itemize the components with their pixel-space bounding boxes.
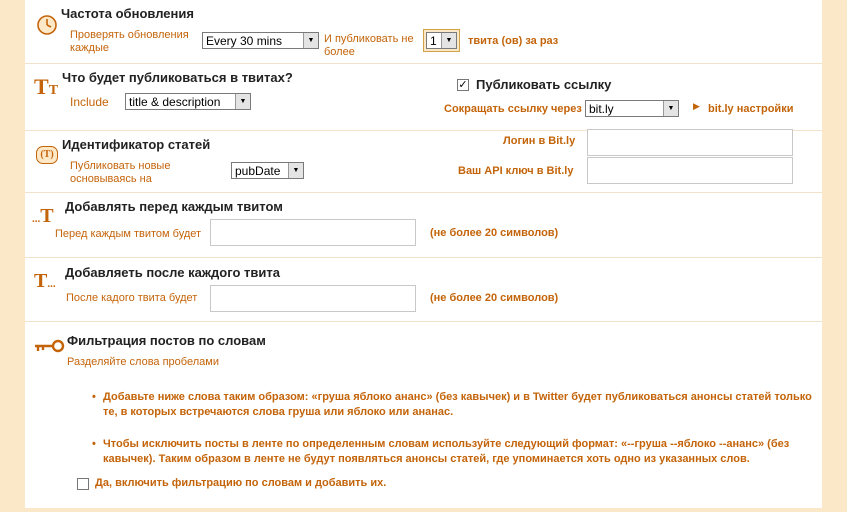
suffix-limit: (не более 20 символов) xyxy=(430,292,559,304)
chevron-down-icon: ▼ xyxy=(303,33,318,48)
suffix-icon: T... xyxy=(34,270,56,292)
divider xyxy=(25,321,822,322)
publish-new-label: Публиковать новые основываясь на xyxy=(70,160,171,185)
enable-filter-label: Да, включить фильтрацию по словам и добавить их. xyxy=(95,477,387,489)
chevron-down-icon: ▼ xyxy=(441,33,456,48)
shorten-label: Сокращать ссылку через xyxy=(444,103,582,115)
chevron-down-icon: ▼ xyxy=(663,101,678,116)
suffix-label: После кадого твита будет xyxy=(66,292,198,304)
include-select[interactable] xyxy=(125,93,251,110)
frequency-select[interactable] xyxy=(202,32,319,49)
content-title: Что будет публиковаться в твитах? xyxy=(62,70,293,85)
prefix-title: Добавлять перед каждым твитом xyxy=(65,199,283,214)
api-key-input[interactable] xyxy=(587,157,793,184)
api-key-label: Ваш API ключ в Bit.ly xyxy=(458,165,574,177)
divider xyxy=(25,192,822,193)
count-suffix: твита (ов) за раз xyxy=(468,35,559,47)
chevron-down-icon: ▼ xyxy=(288,163,303,178)
prefix-input[interactable] xyxy=(210,219,416,246)
bitly-settings-link[interactable]: bit.ly настройки xyxy=(708,103,794,115)
publish-link-checkbox[interactable]: ✓ xyxy=(458,79,468,91)
bullet-icon: • xyxy=(92,391,96,403)
enable-filter-checkbox[interactable] xyxy=(77,478,89,490)
prefix-limit: (не более 20 символов) xyxy=(430,227,559,239)
frequency-value: Every 30 mins xyxy=(206,34,283,48)
publish-limit-label: И публиковать не более xyxy=(324,33,414,58)
filter-title: Фильтрация постов по словам xyxy=(67,333,266,348)
prefix-icon: ...T xyxy=(32,205,54,227)
field-value: pubDate xyxy=(235,164,281,178)
filter-note-2: Чтобы исключить посты в ленте по определенным словам используйте следующий формат: «--груша --яблоко --ананс» (без кавычек). Таким образом в ленте не будут появляться анонсы статей, где упоминается хоть одно из указанных слов. xyxy=(103,438,790,465)
divider xyxy=(25,63,822,64)
check-interval-label: Проверять обновления каждые xyxy=(70,29,189,54)
clock-icon xyxy=(36,14,58,41)
text-icon: TT xyxy=(34,74,59,99)
bullet-icon: • xyxy=(92,438,96,450)
publish-link-label: Публиковать ссылку xyxy=(476,77,612,92)
include-label: Include xyxy=(70,95,109,109)
shortener-value: bit.ly xyxy=(589,102,614,116)
shortener-select[interactable] xyxy=(585,100,679,117)
key-icon xyxy=(34,338,66,359)
login-input[interactable] xyxy=(587,129,793,156)
filter-note-1: Добавьте ниже слова таким образом: «груша яблоко ананс» (без кавычек) и в Twitter будет публиковаться анонсы статей только те, в которых встречаются слова груша или яблоко или ананас. xyxy=(103,391,812,418)
identifier-icon: (T) xyxy=(36,146,58,164)
count-value: 1 xyxy=(430,34,437,48)
login-label: Логин в Bit.ly xyxy=(503,135,576,147)
field-select[interactable] xyxy=(231,162,304,179)
chevron-down-icon: ▼ xyxy=(235,94,250,109)
suffix-input[interactable] xyxy=(210,285,416,312)
prefix-label: Перед каждым твитом будет xyxy=(55,228,202,240)
suffix-title: Добавляеть после каждого твита xyxy=(65,265,280,280)
count-select[interactable] xyxy=(426,32,457,49)
play-icon: ▶ xyxy=(693,101,700,111)
identifier-title: Идентификатор статей xyxy=(62,137,211,152)
update-frequency-title: Частота обновления xyxy=(61,6,194,21)
divider xyxy=(25,257,822,258)
include-value: title & description xyxy=(129,95,221,109)
settings-panel xyxy=(25,0,822,508)
filter-hint: Разделяйте слова пробелами xyxy=(67,356,219,368)
